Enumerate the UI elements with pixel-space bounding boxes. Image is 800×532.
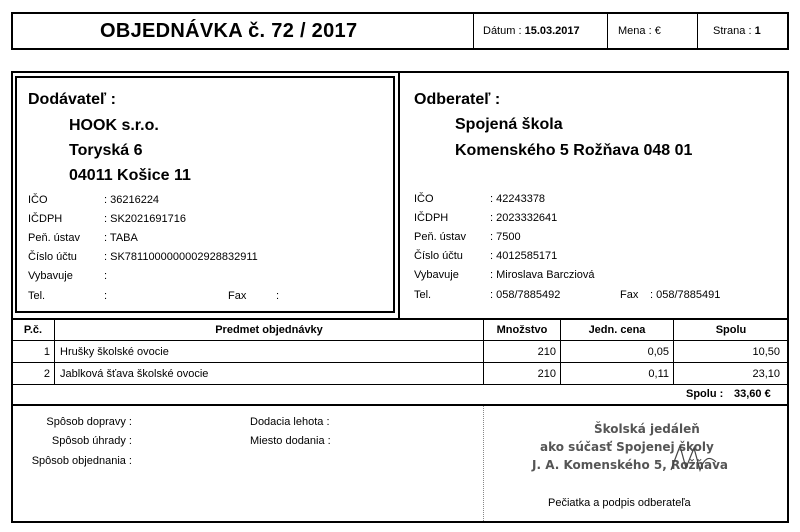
customer-fax-label: Fax xyxy=(620,289,639,301)
supplier-heading: Dodávateľ : xyxy=(28,91,116,108)
customer-address: Komenského 5 Rožňava 048 01 xyxy=(455,142,693,159)
supplier-contact-label: Vybavuje xyxy=(28,270,73,282)
row-total: 23,10 xyxy=(752,368,780,380)
order-method-label: Spôsob objednania : xyxy=(31,455,132,467)
supplier-ico-label: IČO xyxy=(28,194,48,206)
currency-value: € xyxy=(654,25,661,37)
supplier-contact-value: : xyxy=(104,270,108,282)
sum-label: Spolu : xyxy=(686,388,724,400)
row-qty: 210 xyxy=(537,346,556,358)
row-price: 0,05 xyxy=(647,346,669,358)
col-header-item: Predmet objednávky xyxy=(215,324,323,336)
supplier-icdph-value: : SK2021691716 xyxy=(104,213,186,225)
customer-account-label: Číslo účtu xyxy=(414,250,463,262)
customer-contact-value: : Miroslava Barcziová xyxy=(490,269,595,281)
supplier-bank-label: Peň. ústav xyxy=(28,232,80,244)
customer-account-value: : 4012585171 xyxy=(490,250,558,262)
signature-label: Pečiatka a podpis odberateľa xyxy=(548,497,691,509)
customer-tel-value: : 058/7885492 xyxy=(490,289,561,301)
supplier-name: HOOK s.r.o. xyxy=(69,117,159,134)
supplier-account-value: : SK7811000000002928832911 xyxy=(104,251,258,263)
sum-value: 33,60 € xyxy=(734,388,771,400)
supplier-street: Toryská 6 xyxy=(69,142,143,159)
customer-tel-label: Tel. xyxy=(414,289,432,301)
row-item: Hrušky školské ovocie xyxy=(60,346,169,358)
supplier-account-label: Číslo účtu xyxy=(28,251,77,263)
row-price: 0,11 xyxy=(648,368,669,380)
supplier-tel-label: Tel. xyxy=(28,290,46,302)
col-header-qty: Množstvo xyxy=(496,324,548,336)
document-title: OBJEDNÁVKA č. 72 / 2017 xyxy=(100,20,358,42)
stamp-line-3: J. A. Komenského 5, Rožňava xyxy=(532,458,728,472)
customer-ico-value: : 42243378 xyxy=(490,193,546,205)
date-label: Dátum : xyxy=(483,25,522,37)
supplier-fax-value: : xyxy=(276,290,280,302)
customer-icdph-label: IČDPH xyxy=(414,212,449,224)
stamp-line-2: ako súčasť Spojenej školy xyxy=(540,440,714,454)
row-item: Jablková šťava školské ovocie xyxy=(60,368,209,380)
date-field xyxy=(483,25,580,37)
date-value: 15.03.2017 xyxy=(524,25,580,37)
customer-ico-label: IČO xyxy=(414,193,434,205)
supplier-bank-value: : TABA xyxy=(104,232,138,244)
customer-icdph-value: : 2023332641 xyxy=(490,212,558,224)
currency-label: Mena : xyxy=(618,25,652,37)
delivery-time-label: Dodacia lehota : xyxy=(250,416,330,428)
customer-fax-value: : 058/7885491 xyxy=(650,289,721,301)
row-no: 1 xyxy=(43,346,50,358)
row-qty: 210 xyxy=(537,368,556,380)
col-header-no: P.č. xyxy=(23,324,43,336)
customer-heading: Odberateľ : xyxy=(414,91,501,108)
supplier-ico-value: : 36216224 xyxy=(104,194,160,206)
payment-label: Spôsob úhrady : xyxy=(51,435,132,447)
customer-bank-value: : 7500 xyxy=(490,231,521,243)
supplier-fax-label: Fax xyxy=(228,290,247,302)
signature-scribble xyxy=(666,440,726,480)
customer-name: Spojená škola xyxy=(455,116,563,133)
page-label: Strana : xyxy=(713,25,752,37)
currency-field xyxy=(618,25,661,37)
col-header-price: Jedn. cena xyxy=(588,324,646,336)
supplier-tel-value: : xyxy=(104,290,108,302)
row-total: 10,50 xyxy=(752,346,780,358)
page-field xyxy=(713,25,761,37)
customer-bank-label: Peň. ústav xyxy=(414,231,466,243)
supplier-city: 04011 Košice 11 xyxy=(69,167,191,184)
col-header-total: Spolu xyxy=(715,324,747,336)
supplier-icdph-label: IČDPH xyxy=(28,213,63,225)
customer-contact-label: Vybavuje xyxy=(414,269,459,281)
stamp-line-1: Školská jedáleň xyxy=(594,422,700,436)
delivery-place-label: Miesto dodania : xyxy=(250,435,331,447)
row-no: 2 xyxy=(43,368,50,380)
page-value: 1 xyxy=(754,25,761,37)
transport-label: Spôsob dopravy : xyxy=(46,416,132,428)
